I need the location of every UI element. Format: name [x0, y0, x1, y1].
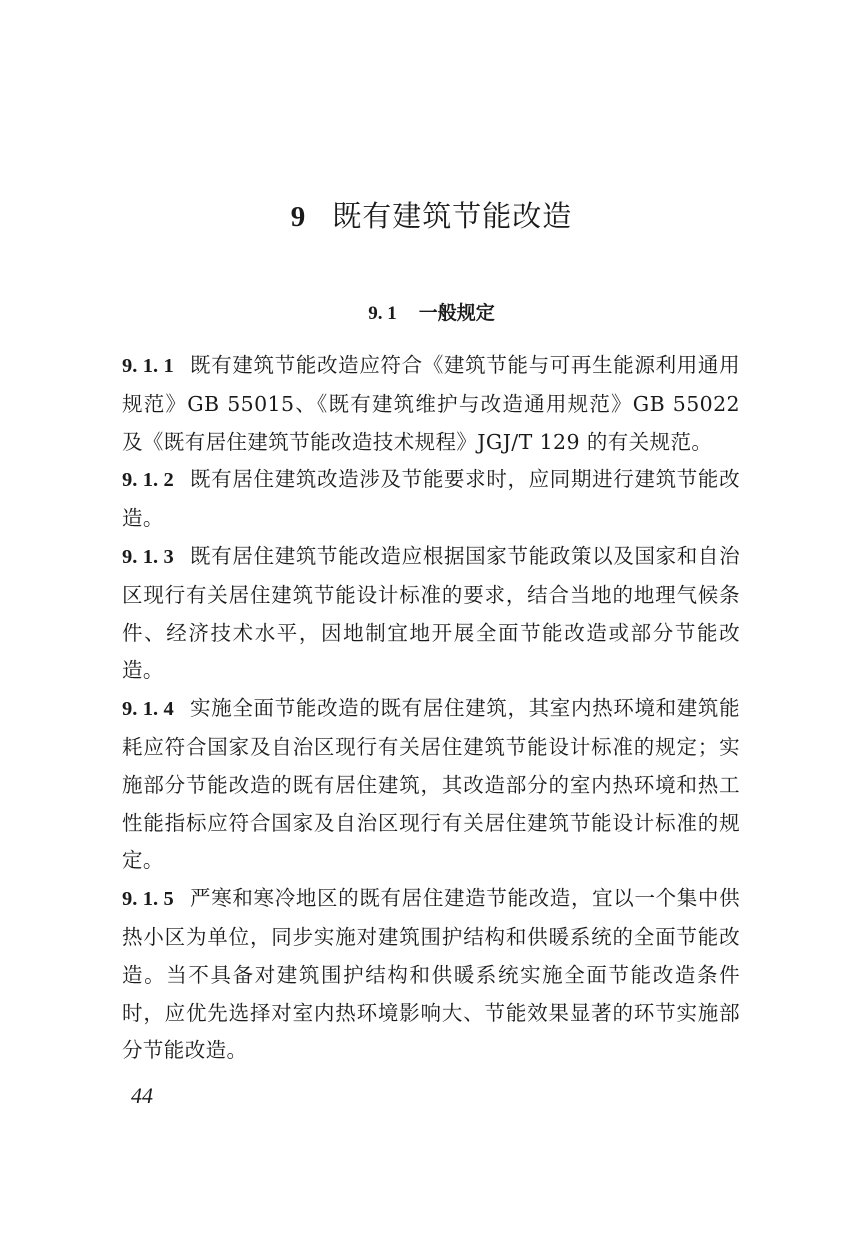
section-number: 9. 1 — [368, 303, 397, 324]
clause-9-1-1 — [122, 347, 740, 461]
clause-text: 严寒和寒冷地区的既有居住建造节能改造，宜以一个集中供热小区为单位，同步实施对建筑围护结构和供暖系统的全面节能改造。当不具备对建筑围护结构和供暖系统实施全面节能改造条件时，应优先选择对室内热环境影响大、节能效果显著的环节实施部分节能改造。 — [122, 886, 740, 1063]
chapter-title — [0, 196, 863, 237]
clause-number: 9. 1. 3 — [122, 545, 174, 568]
clause-number: 9. 1. 4 — [122, 698, 174, 721]
clause-text: 既有建筑节能改造应符合《建筑节能与可再生能源利用通用规范》GB 55015、《既有建筑维护与改造通用规范》GB 55022 及《既有居住建筑节能改造技术规程》JGJ/T 129 的有关规范。 — [122, 353, 740, 454]
clause-text: 既有居住建筑节能改造应根据国家节能政策以及国家和自治区现行有关居住建筑节能设计标准的要求，结合当地的地理气候条件、经济技术水平，因地制宜地开展全面节能改造或部分节能改造。 — [122, 543, 740, 683]
chapter-number: 9 — [290, 201, 307, 233]
clause-9-1-5 — [122, 880, 740, 1070]
section-title-text: 一般规定 — [418, 302, 495, 324]
clause-9-1-2 — [122, 461, 740, 538]
page-number: 44 — [131, 1083, 153, 1108]
clause-text: 实施全面节能改造的既有居住建筑，其室内热环境和建筑能耗应符合国家及自治区现行有关居住建筑节能设计标准的规定；实施部分节能改造的既有居住建筑，其改造部分的室内热环境和热工性能指标应符合国家及自治区现行有关居住建筑节能设计标准的规定。 — [122, 696, 740, 873]
clause-list — [122, 347, 740, 1070]
clause-9-1-4 — [122, 690, 740, 880]
clause-number: 9. 1. 2 — [122, 469, 174, 492]
clause-9-1-3 — [122, 538, 740, 690]
chapter-title-text: 既有建筑节能改造 — [332, 199, 573, 233]
clause-text: 既有居住建筑改造涉及节能要求时，应同期进行建筑节能改造。 — [122, 467, 740, 531]
clause-number: 9. 1. 5 — [122, 888, 174, 911]
clause-number: 9. 1. 1 — [122, 355, 174, 377]
section-title — [0, 298, 863, 329]
